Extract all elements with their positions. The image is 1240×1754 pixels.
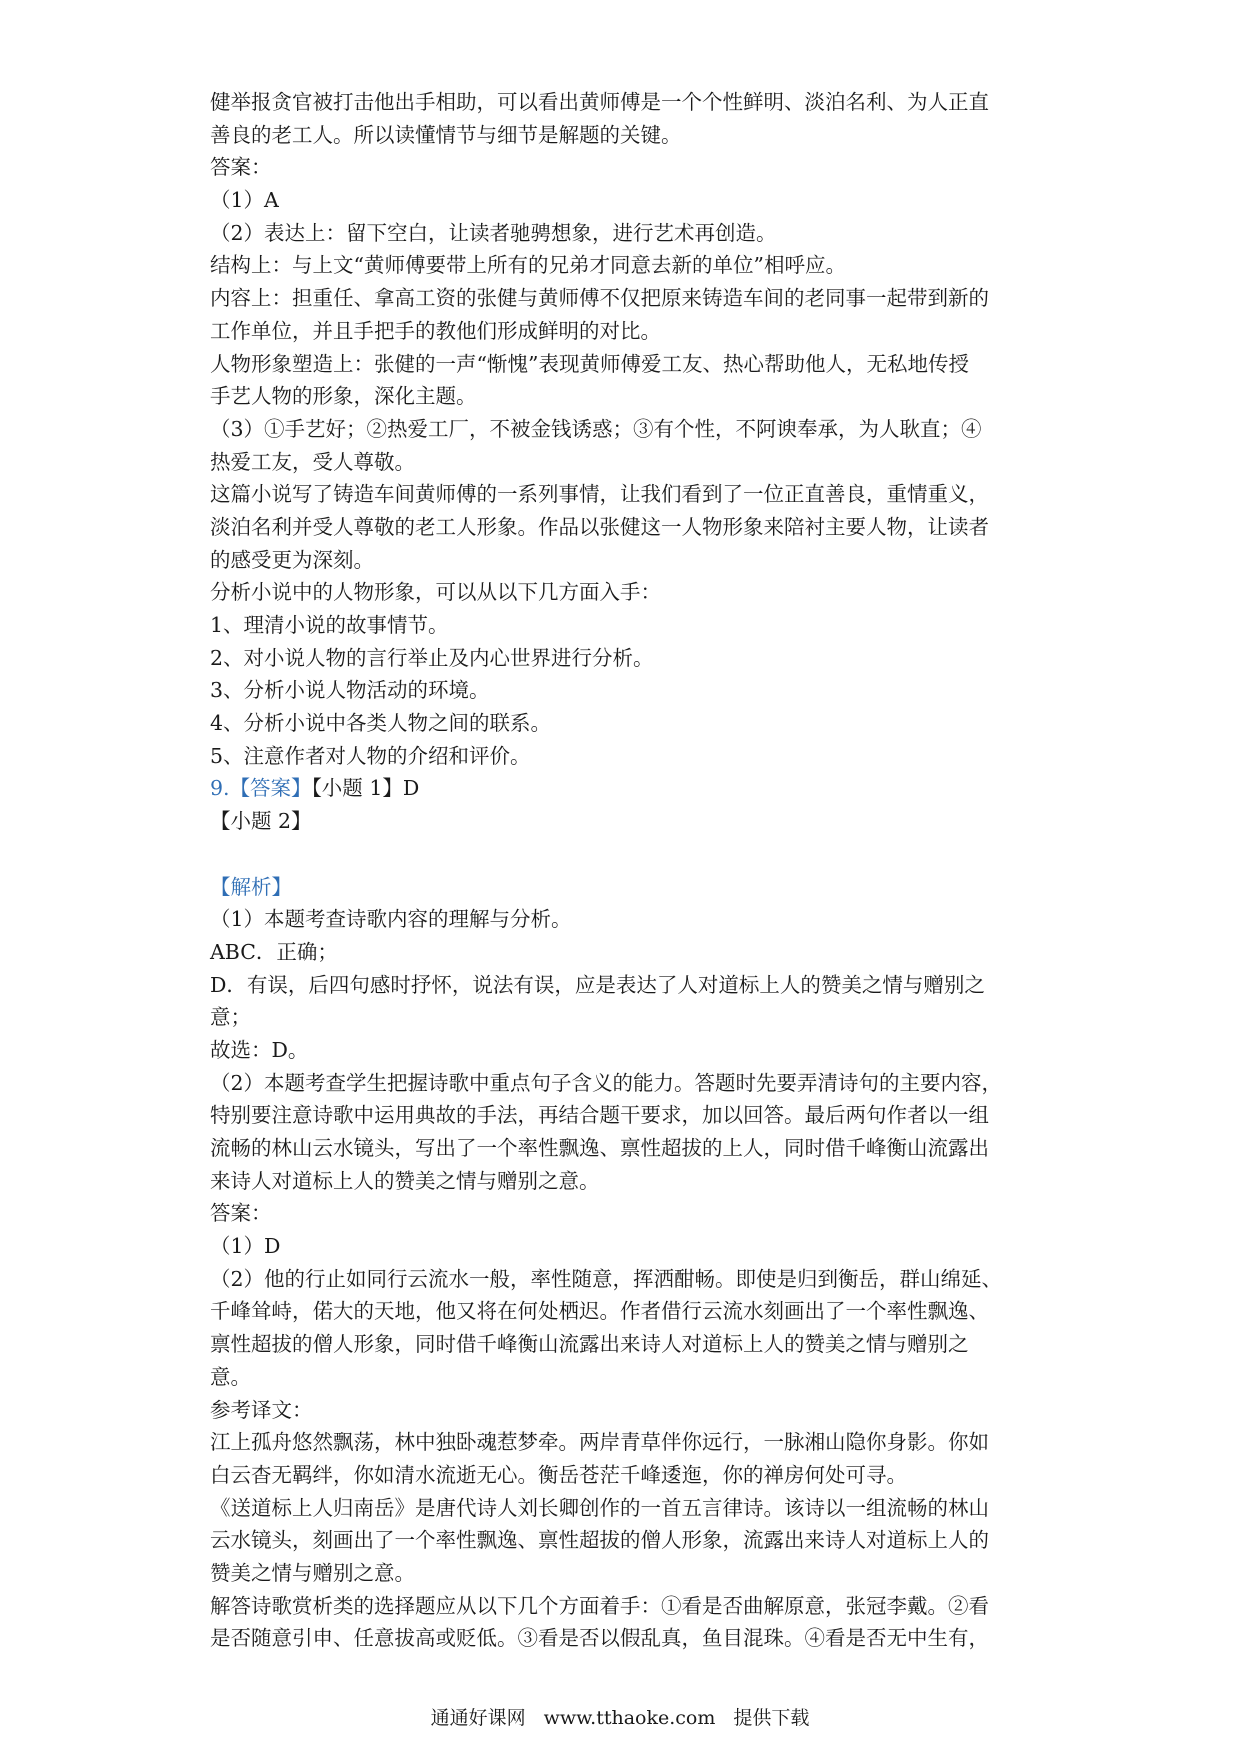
text-line: D．有误，后四句感时抒怀，说法有误，应是表达了人对道标上人的赞美之情与赠别之 [210,972,985,997]
sub-question-1-answer: 【小题 1】D [311,776,420,801]
text-line: 答案： [210,1201,272,1226]
text-line: （1）D [210,1234,281,1259]
sub-question-2-label: 【小题 2】 [210,809,312,834]
question-9-answer-line [210,772,1045,805]
text-line: 是否随意引申、任意拔高或贬低。③看是否以假乱真，鱼目混珠。④看是否无中生有， [210,1626,989,1651]
text-line: 赞美之情与赠别之意。 [210,1560,415,1585]
text-line: 善良的老工人。所以读懂情节与细节是解题的关键。 [210,122,682,147]
text-line: 健举报贪官被打击他出手相助，可以看出黄师傅是一个个性鲜明、淡泊名利、为人正直 [210,90,989,114]
text-line: 内容上：担重任、拿高工资的张健与黄师傅不仅把原来铸造车间的老同事一起带到新的 [210,286,989,311]
text-line: 结构上：与上文“黄师傅要带上所有的兄弟才同意去新的单位”相呼应。 [210,253,846,278]
text-line: （3）①手艺好；②热爱工厂，不被金钱诱惑；③有个性，不阿谀奉承，为人耿直；④ [210,416,982,441]
text-line: 禀性超拔的僧人形象，同时借千峰衡山流露出来诗人对道标上人的赞美之情与赠别之 [210,1332,969,1357]
text-line: （2）本题考查学生把握诗歌中重点句子含义的能力。答题时先要弄清诗句的主要内容， [210,1070,1003,1095]
text-line: 这篇小说写了铸造车间黄师傅的一系列事情，让我们看到了一位正直善良，重情重义， [210,482,989,507]
text-line: 意； [210,1005,251,1030]
text-line: 答案： [210,155,272,180]
text-line: 人物形象塑造上：张健的一声“惭愧”表现黄师傅爱工友、热心帮助他人，无私地传授 [210,351,969,376]
footer-note: 提供下载 [733,1707,810,1729]
analysis-text-block [210,903,1045,1655]
text-line: 手艺人物的形象，深化主题。 [210,384,477,409]
text-line: 热爱工友，受人尊敬。 [210,449,415,474]
text-line: 3、分析小说人物活动的环境。 [210,678,490,703]
text-line: （1）本题考查诗歌内容的理解与分析。 [210,907,572,932]
text-line: 故选：D。 [210,1037,309,1062]
text-line: 流畅的林山云水镜头，写出了一个率性飘逸、禀性超拔的上人，同时借千峰衡山流露出 [210,1136,989,1160]
text-line: 来诗人对道标上人的赞美之情与赠别之意。 [210,1168,600,1193]
text-line: 解答诗歌赏析类的选择题应从以下几个方面着手：①看是否曲解原意，张冠李戴。②看 [210,1593,989,1618]
answer-tag: 【答案】 [229,776,312,801]
question-number: 9. [210,776,230,801]
footer-url[interactable]: www.tthaoke.com [543,1707,716,1729]
text-line: 特别要注意诗歌中运用典故的手法，再结合题干要求，加以回答。最后两句作者以一组 [210,1103,989,1128]
answer-text-block [210,86,1045,772]
text-line: 云水镜头，刻画出了一个率性飘逸、禀性超拔的僧人形象，流露出来诗人对道标上人的 [210,1528,989,1553]
text-line: 千峰耸峙，偌大的天地，他又将在何处栖迟。作者借行云流水刻画出了一个率性飘逸、 [210,1299,989,1324]
text-line: 1、理清小说的故事情节。 [210,613,449,637]
footer-site-name: 通通好课网 [430,1707,526,1729]
text-line: 2、对小说人物的言行举止及内心世界进行分析。 [210,645,654,670]
text-line: 分析小说中的人物形象，可以从以下几方面入手： [210,580,661,605]
page-footer [0,1703,1240,1730]
text-line: 白云杳无羁绊，你如清水流逝无心。衡岳苍茫千峰逶迤，你的禅房何处可寻。 [210,1462,907,1487]
text-line: （2）他的行止如同行云流水一般，率性随意，挥洒酣畅。即使是归到衡岳，群山绵延、 [210,1266,1003,1291]
text-line: 淡泊名利并受人尊敬的老工人形象。作品以张健这一人物形象来陪衬主要人物，让读者 [210,514,989,539]
text-line: 参考译文： [210,1397,313,1422]
analysis-tag: 【解析】 [210,874,292,899]
text-line: 4、分析小说中各类人物之间的联系。 [210,711,552,736]
text-line: （1）A [210,188,279,213]
blank-line [210,838,1045,871]
text-line: ABC．正确； [210,939,338,964]
text-line: 江上孤舟悠然飘荡，林中独卧魂惹梦牵。两岸青草伴你远行，一脉湘山隐你身影。你如 [210,1430,989,1455]
text-line: 的感受更为深刻。 [210,547,374,572]
text-line: 《送道标上人归南岳》是唐代诗人刘长卿创作的一首五言律诗。该诗以一组流畅的林山 [210,1495,989,1520]
text-line: （2）表达上：留下空白，让读者驰骋想象，进行艺术再创造。 [210,220,777,245]
text-line: 意。 [210,1364,251,1389]
text-line: 5、注意作者对人物的介绍和评价。 [210,743,531,768]
text-line: 工作单位，并且手把手的教他们形成鲜明的对比。 [210,318,661,343]
page-content [210,86,1045,1655]
